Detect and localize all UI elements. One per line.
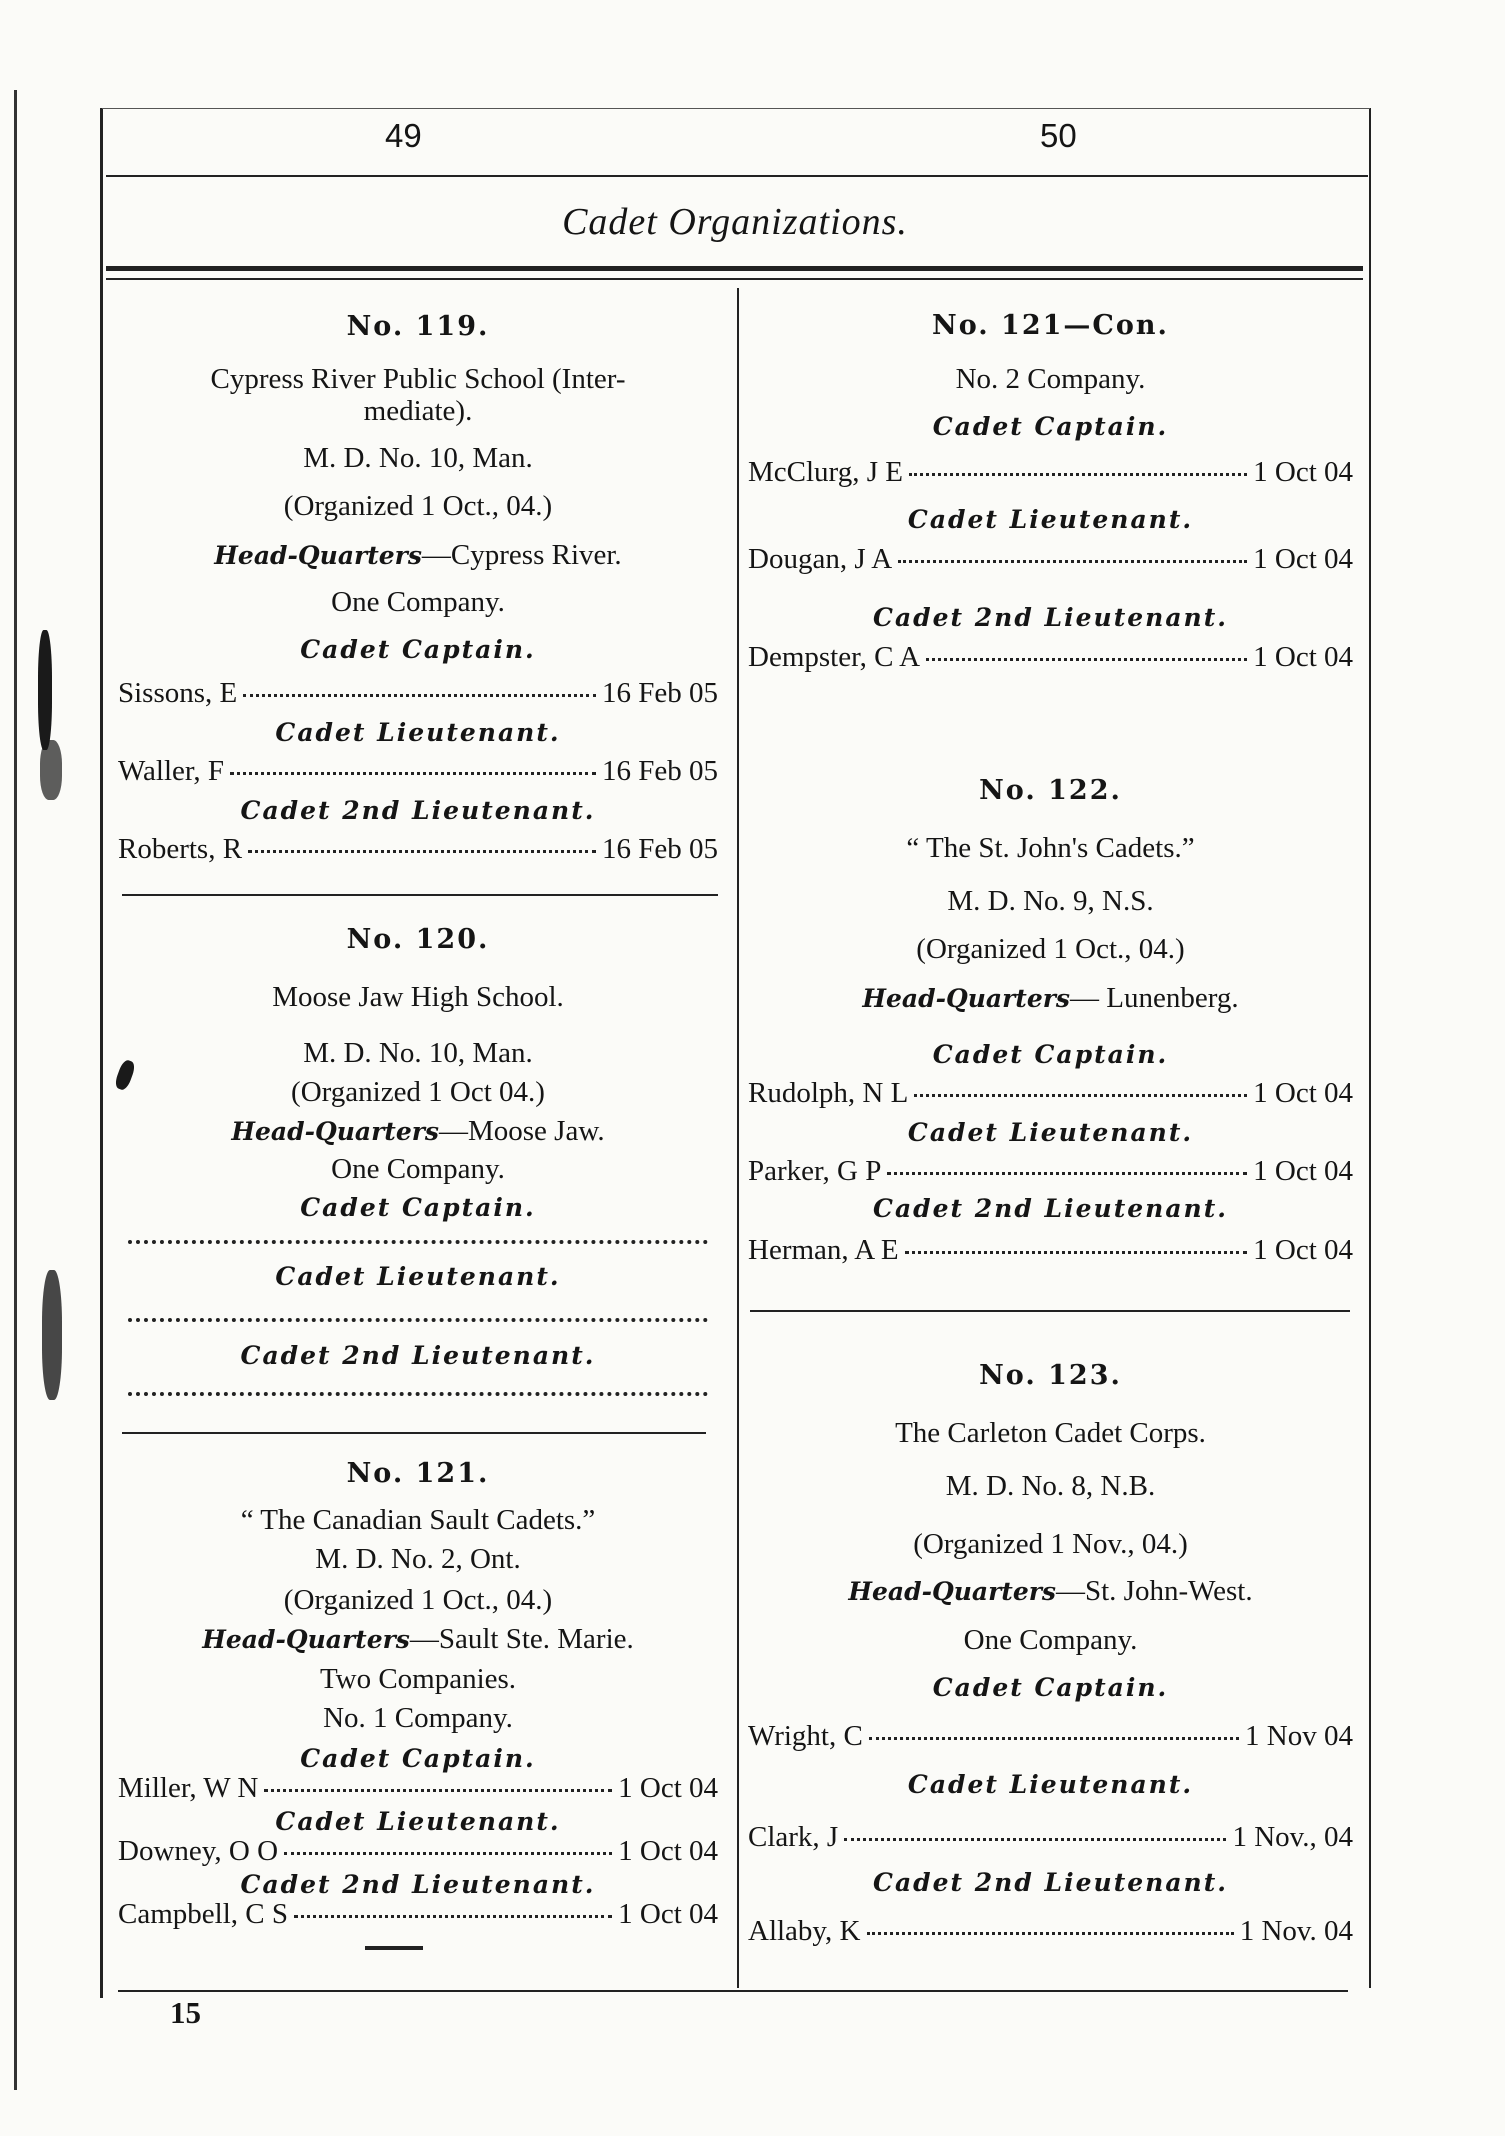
headquarters-label: Head-Quarters bbox=[848, 1577, 1056, 1606]
appointment-date: 1 Oct 04 bbox=[1253, 543, 1353, 575]
appointment-date: 1 Oct 04 bbox=[618, 1898, 718, 1930]
leader-dots bbox=[926, 658, 1247, 661]
rank-label: Cadet Lieutenant. bbox=[275, 1807, 561, 1836]
leader-dots bbox=[294, 1915, 612, 1918]
end-mark bbox=[365, 1946, 423, 1950]
officer-entry bbox=[118, 757, 718, 786]
organized-date: (Organized 1 Oct., 04.) bbox=[283, 1584, 553, 1616]
rank-label: Cadet 2nd Lieutenant. bbox=[873, 603, 1228, 632]
officer-entry bbox=[118, 1837, 718, 1866]
rank-label: Cadet Lieutenant. bbox=[275, 718, 561, 747]
leader-dots bbox=[909, 473, 1247, 476]
officer-entry bbox=[748, 1823, 1353, 1852]
school-name-continued: mediate). bbox=[363, 395, 473, 427]
military-district: M. D. No. 8, N.B. bbox=[945, 1470, 1156, 1502]
rank-label: Cadet Lieutenant. bbox=[907, 1770, 1194, 1799]
officer-entry bbox=[748, 1722, 1353, 1751]
officer-entry bbox=[748, 545, 1353, 574]
school-name: “ The Canadian Sault Cadets.” bbox=[240, 1504, 596, 1536]
appointment-date: 16 Feb 05 bbox=[602, 755, 718, 787]
officer-entry bbox=[748, 1079, 1353, 1108]
officer-entry bbox=[748, 643, 1353, 672]
section-heading: No. 123. bbox=[979, 1360, 1122, 1391]
leader-dots bbox=[284, 1852, 612, 1855]
officer-name: Miller, W N bbox=[118, 1772, 259, 1804]
folio-number: 15 bbox=[170, 1995, 201, 2030]
appointment-date: 1 Nov. 04 bbox=[1239, 1915, 1353, 1947]
appointment-date: 1 Oct 04 bbox=[1253, 1155, 1353, 1187]
organized-date: (Organized 1 Oct., 04.) bbox=[283, 490, 553, 522]
rank-label: Cadet 2nd Lieutenant. bbox=[240, 796, 596, 825]
section-separator bbox=[122, 894, 718, 896]
headquarters bbox=[118, 541, 718, 570]
officer-name: McClurg, J E bbox=[748, 456, 903, 488]
ink-stain bbox=[42, 1270, 62, 1400]
section-heading: No. 119. bbox=[346, 311, 490, 342]
rank-label: Cadet Captain. bbox=[300, 1193, 536, 1222]
officer-name: Wright, C bbox=[748, 1720, 863, 1752]
officer-entry bbox=[118, 1900, 718, 1929]
rank-label: Cadet Captain. bbox=[300, 635, 536, 664]
rank-label: Cadet Captain. bbox=[932, 412, 1169, 441]
leader-dots bbox=[898, 560, 1247, 563]
page-title: Cadet Organizations. bbox=[562, 201, 908, 243]
leader-dots bbox=[844, 1838, 1226, 1841]
rank-label: Cadet 2nd Lieutenant. bbox=[240, 1870, 596, 1899]
company-count: Two Companies. bbox=[319, 1663, 517, 1695]
vacant-officer-line bbox=[128, 1392, 708, 1396]
appointment-date: 16 Feb 05 bbox=[602, 677, 718, 709]
leader-dots bbox=[248, 850, 596, 853]
rank-label: Cadet 2nd Lieutenant. bbox=[240, 1341, 596, 1370]
rank-label: Cadet Captain. bbox=[932, 1673, 1169, 1702]
company-count: One Company. bbox=[963, 1624, 1138, 1656]
headquarters bbox=[748, 1577, 1353, 1606]
appointment-date: 1 Nov 04 bbox=[1245, 1720, 1353, 1752]
ink-stain bbox=[38, 630, 52, 750]
leader-dots bbox=[887, 1172, 1247, 1175]
leader-dots bbox=[869, 1737, 1239, 1740]
appointment-date: 1 Nov., 04 bbox=[1232, 1821, 1353, 1853]
officer-name: Parker, G P bbox=[748, 1155, 882, 1187]
headquarters-label: Head-Quarters bbox=[214, 541, 422, 570]
headquarters-label: Head-Quarters bbox=[231, 1117, 439, 1146]
officer-name: Rudolph, N L bbox=[748, 1077, 909, 1109]
frame-right-rule bbox=[1369, 108, 1371, 1988]
headquarters-value: —Moose Jaw. bbox=[438, 1115, 605, 1147]
section-heading: No. 121—Con. bbox=[932, 310, 1169, 341]
officer-entry bbox=[748, 1917, 1353, 1946]
leader-dots bbox=[914, 1094, 1247, 1097]
school-name: “ The St. John's Cadets.” bbox=[906, 832, 1195, 864]
ink-stain bbox=[40, 740, 62, 800]
leader-dots bbox=[905, 1251, 1248, 1254]
officer-name: Sissons, E bbox=[118, 677, 238, 709]
right-column bbox=[748, 0, 1353, 2136]
officer-name: Roberts, R bbox=[118, 833, 243, 865]
rank-label: Cadet Captain. bbox=[300, 1744, 536, 1773]
company-count: One Company. bbox=[331, 1153, 505, 1185]
appointment-date: 1 Oct 04 bbox=[618, 1835, 718, 1867]
section-heading: No. 122. bbox=[979, 775, 1122, 806]
rank-label: Cadet Lieutenant. bbox=[907, 1118, 1194, 1147]
officer-name: Campbell, C S bbox=[118, 1898, 288, 1930]
headquarters bbox=[118, 1625, 718, 1654]
rank-label: Cadet 2nd Lieutenant. bbox=[873, 1194, 1228, 1223]
vacant-officer-line bbox=[128, 1240, 708, 1244]
rank-label: Cadet 2nd Lieutenant. bbox=[873, 1868, 1228, 1897]
organized-date: (Organized 1 Nov., 04.) bbox=[913, 1528, 1188, 1560]
appointment-date: 16 Feb 05 bbox=[602, 833, 718, 865]
headquarters bbox=[118, 1117, 718, 1146]
headquarters-value: —Sault Ste. Marie. bbox=[409, 1623, 634, 1655]
headquarters-value: —Cypress River. bbox=[421, 539, 622, 571]
leader-dots bbox=[867, 1932, 1234, 1935]
vacant-officer-line bbox=[128, 1318, 708, 1322]
company-label: No. 2 Company. bbox=[955, 363, 1146, 395]
frame-left-rule bbox=[100, 108, 103, 1998]
rank-label: Cadet Captain. bbox=[932, 1040, 1169, 1069]
military-district: M. D. No. 10, Man. bbox=[303, 1037, 533, 1069]
leader-dots bbox=[264, 1789, 612, 1792]
rank-label: Cadet Lieutenant. bbox=[907, 505, 1194, 534]
officer-entry bbox=[748, 1236, 1353, 1265]
headquarters-label: Head-Quarters bbox=[202, 1625, 410, 1654]
officer-name: Dougan, J A bbox=[748, 543, 893, 575]
military-district: M. D. No. 10, Man. bbox=[303, 442, 533, 474]
section-heading: No. 121. bbox=[346, 1458, 490, 1489]
military-district: M. D. No. 9, N.S. bbox=[947, 885, 1154, 917]
leader-dots bbox=[243, 694, 596, 697]
headquarters-label: Head-Quarters bbox=[862, 984, 1070, 1013]
headquarters-value: —St. John-West. bbox=[1055, 1575, 1253, 1607]
officer-name: Herman, A E bbox=[748, 1234, 899, 1266]
headquarters-value: — Lunenberg. bbox=[1070, 982, 1239, 1014]
appointment-date: 1 Oct 04 bbox=[1253, 641, 1353, 673]
leader-dots bbox=[230, 772, 596, 775]
rank-label: Cadet Lieutenant. bbox=[275, 1262, 561, 1291]
section-separator bbox=[750, 1310, 1350, 1312]
section-heading: No. 120. bbox=[346, 924, 490, 955]
organized-date: (Organized 1 Oct., 04.) bbox=[916, 933, 1185, 965]
officer-name: Allaby, K bbox=[748, 1915, 861, 1947]
appointment-date: 1 Oct 04 bbox=[1253, 1234, 1353, 1266]
school-name: The Carleton Cadet Corps. bbox=[895, 1417, 1206, 1449]
school-name: Cypress River Public School (Inter- bbox=[210, 363, 626, 395]
officer-entry bbox=[118, 835, 718, 864]
officer-entry bbox=[748, 1157, 1353, 1186]
officer-name: Dempster, C A bbox=[748, 641, 921, 673]
page-number-right: 50 bbox=[1040, 117, 1077, 154]
officer-entry bbox=[748, 458, 1353, 487]
company-label: No. 1 Company. bbox=[323, 1702, 513, 1734]
section-separator bbox=[122, 1432, 706, 1434]
binding-edge-line bbox=[14, 90, 17, 2090]
page-number-left: 49 bbox=[385, 117, 422, 154]
column-divider bbox=[737, 288, 739, 1988]
appointment-date: 1 Oct 04 bbox=[618, 1772, 718, 1804]
military-district: M. D. No. 2, Ont. bbox=[315, 1543, 521, 1575]
officer-name: Clark, J bbox=[748, 1821, 839, 1853]
officer-entry bbox=[118, 679, 718, 708]
school-name: Moose Jaw High School. bbox=[272, 981, 564, 1013]
officer-name: Downey, O O bbox=[118, 1835, 279, 1867]
appointment-date: 1 Oct 04 bbox=[1253, 1077, 1353, 1109]
company-count: One Company. bbox=[331, 586, 505, 618]
officer-name: Waller, F bbox=[118, 755, 225, 787]
left-column bbox=[118, 0, 718, 2136]
appointment-date: 1 Oct 04 bbox=[1253, 456, 1353, 488]
officer-entry bbox=[118, 1774, 718, 1803]
organized-date: (Organized 1 Oct 04.) bbox=[291, 1076, 545, 1108]
headquarters bbox=[748, 984, 1353, 1013]
